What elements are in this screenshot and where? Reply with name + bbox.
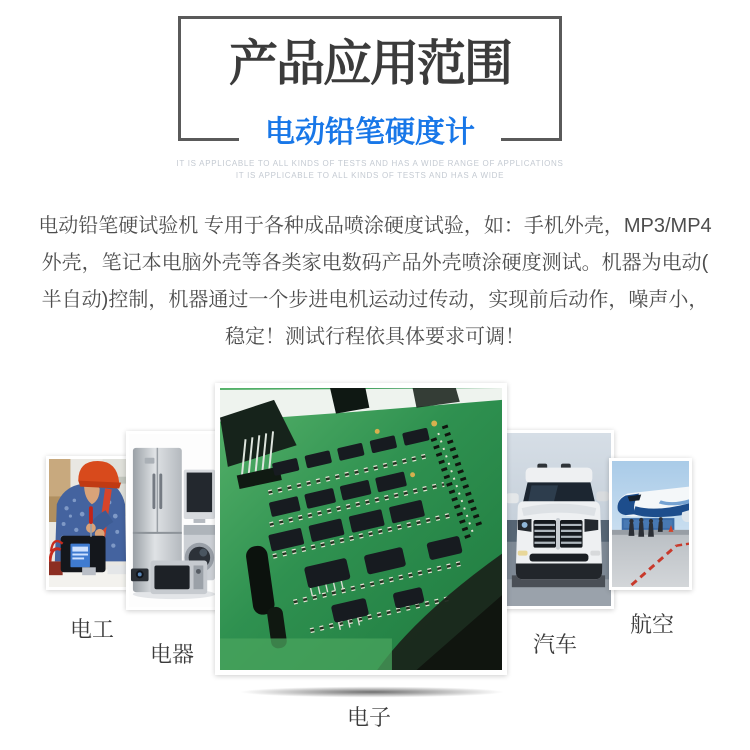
label-aviation: 航空 xyxy=(629,612,675,637)
label-electronics: 电子 xyxy=(346,705,392,730)
description-line-4: 稳定！测试行程依具体要求可调！ xyxy=(225,326,525,348)
english-caption-line-2: IT IS APPLICABLE TO ALL KINDS OF TESTS AND HAS A WIDE xyxy=(235,171,505,180)
label-electrician: 电工 xyxy=(69,617,115,642)
circuit-board-photo xyxy=(215,383,507,675)
product-subtitle: 电动铅笔硬度计 xyxy=(239,112,501,154)
english-caption-line-1: IT IS APPLICABLE TO ALL KINDS OF TESTS AND HAS A WIDE RANGE OF APPLICATIONS xyxy=(176,159,564,168)
collage-floor-shadow xyxy=(203,685,541,699)
description-line-2: 外壳，笔记本电脑外壳等各类家电数码产品外壳喷涂硬度测试。机器为电动( xyxy=(41,252,709,274)
label-automobile: 汽车 xyxy=(532,632,578,657)
description-line-3: 半自动)控制，机器通过一个步进电机运动过传动，实现前后动作，噪声小， xyxy=(41,289,709,311)
label-appliances: 电器 xyxy=(149,642,195,667)
description-line-1: 电动铅笔硬试验机 专用于各种成品喷涂硬度试验，如：手机外壳，MP3/MP4 xyxy=(38,215,712,237)
product-description xyxy=(35,208,715,356)
page-title: 产品应用范围 xyxy=(228,34,511,92)
car-photo xyxy=(501,430,614,609)
english-caption xyxy=(176,158,563,182)
airplane-photo xyxy=(609,458,692,590)
electrician-photo xyxy=(46,456,129,590)
appliances-photo xyxy=(126,431,220,610)
